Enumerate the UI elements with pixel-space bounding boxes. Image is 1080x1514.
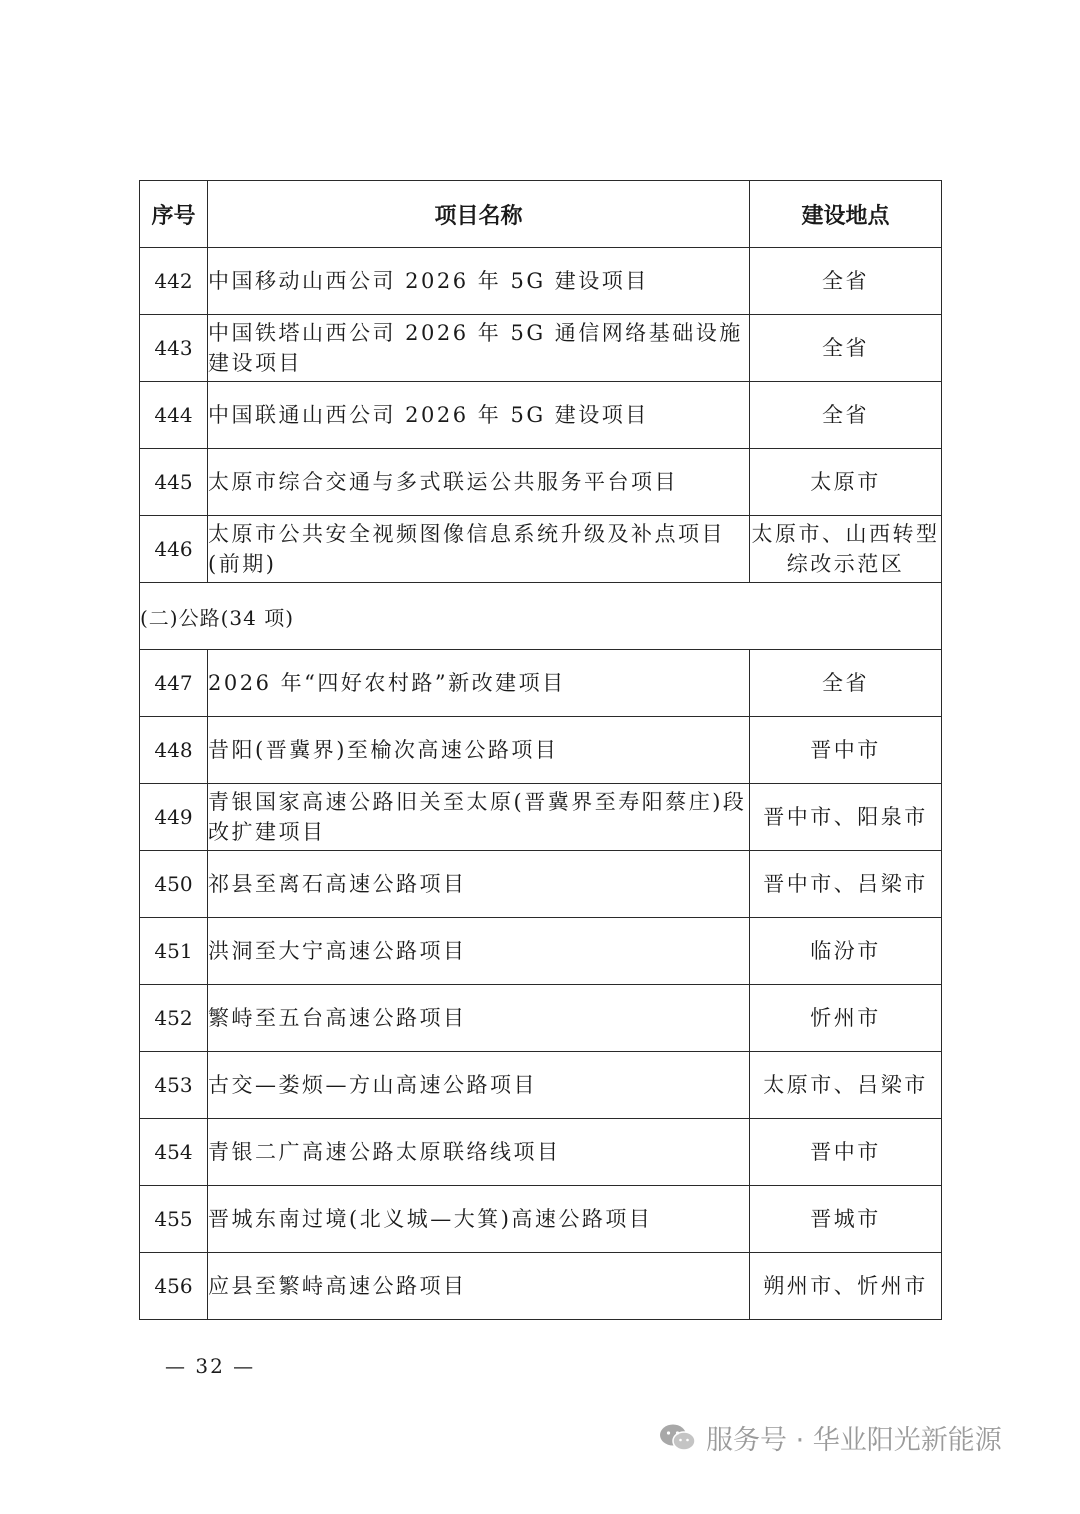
row-no: 449 (140, 784, 208, 851)
row-no: 451 (140, 918, 208, 985)
row-no: 442 (140, 248, 208, 315)
row-no: 452 (140, 985, 208, 1052)
row-name: 繁峙至五台高速公路项目 (208, 985, 750, 1052)
row-location: 晋中市 (750, 1119, 942, 1186)
row-name: 青银国家高速公路旧关至太原(晋冀界至寿阳蔡庄)段改扩建项目 (208, 784, 750, 851)
section-row (140, 583, 942, 650)
table-row (140, 315, 942, 382)
table-row (140, 1253, 942, 1320)
watermark (658, 1418, 1002, 1457)
row-no: 446 (140, 516, 208, 583)
table-row (140, 650, 942, 717)
row-location: 临汾市 (750, 918, 942, 985)
table-row (140, 248, 942, 315)
row-name: 青银二广高速公路太原联络线项目 (208, 1119, 750, 1186)
section-title: (二)公路(34 项) (140, 583, 942, 650)
row-location: 朔州市、忻州市 (750, 1253, 942, 1320)
table-row (140, 717, 942, 784)
row-name: 中国铁塔山西公司 2026 年 5G 通信网络基础设施建设项目 (208, 315, 750, 382)
row-name: 2026 年“四好农村路”新改建项目 (208, 650, 750, 717)
row-name: 洪洞至大宁高速公路项目 (208, 918, 750, 985)
row-location: 太原市、山西转型综改示范区 (750, 516, 942, 583)
row-name: 太原市公共安全视频图像信息系统升级及补点项目(前期) (208, 516, 750, 583)
row-no: 456 (140, 1253, 208, 1320)
table-row (140, 382, 942, 449)
row-name: 应县至繁峙高速公路项目 (208, 1253, 750, 1320)
row-location: 全省 (750, 650, 942, 717)
row-location: 太原市、吕梁市 (750, 1052, 942, 1119)
row-no: 450 (140, 851, 208, 918)
header-location: 建设地点 (750, 181, 942, 248)
table-row (140, 449, 942, 516)
row-no: 454 (140, 1119, 208, 1186)
row-location: 晋中市、吕梁市 (750, 851, 942, 918)
table-row (140, 1186, 942, 1253)
project-table (139, 180, 942, 1320)
table-row (140, 784, 942, 851)
row-no: 443 (140, 315, 208, 382)
table-row (140, 1119, 942, 1186)
row-no: 447 (140, 650, 208, 717)
row-name: 晋城东南过境(北义城—大箕)高速公路项目 (208, 1186, 750, 1253)
row-no: 455 (140, 1186, 208, 1253)
row-no: 453 (140, 1052, 208, 1119)
wechat-icon (658, 1422, 698, 1454)
table-row (140, 918, 942, 985)
row-no: 444 (140, 382, 208, 449)
row-location: 晋中市 (750, 717, 942, 784)
row-location: 晋中市、阳泉市 (750, 784, 942, 851)
row-location: 太原市 (750, 449, 942, 516)
row-location: 全省 (750, 315, 942, 382)
row-no: 445 (140, 449, 208, 516)
table-row (140, 985, 942, 1052)
table-row (140, 1052, 942, 1119)
row-no: 448 (140, 717, 208, 784)
table-row (140, 516, 942, 583)
watermark-text: 服务号 · 华业阳光新能源 (706, 1425, 1002, 1456)
table-row (140, 851, 942, 918)
header-name: 项目名称 (208, 181, 750, 248)
row-location: 忻州市 (750, 985, 942, 1052)
row-name: 太原市综合交通与多式联运公共服务平台项目 (208, 449, 750, 516)
row-name: 古交—娄烦—方山高速公路项目 (208, 1052, 750, 1119)
row-location: 全省 (750, 382, 942, 449)
row-name: 昔阳(晋冀界)至榆次高速公路项目 (208, 717, 750, 784)
row-name: 中国联通山西公司 2026 年 5G 建设项目 (208, 382, 750, 449)
row-location: 晋城市 (750, 1186, 942, 1253)
row-name: 祁县至离石高速公路项目 (208, 851, 750, 918)
row-name: 中国移动山西公司 2026 年 5G 建设项目 (208, 248, 750, 315)
page-number: — 32 — (165, 1354, 256, 1378)
row-location: 全省 (750, 248, 942, 315)
table-header-row (140, 181, 942, 248)
header-no: 序号 (140, 181, 208, 248)
